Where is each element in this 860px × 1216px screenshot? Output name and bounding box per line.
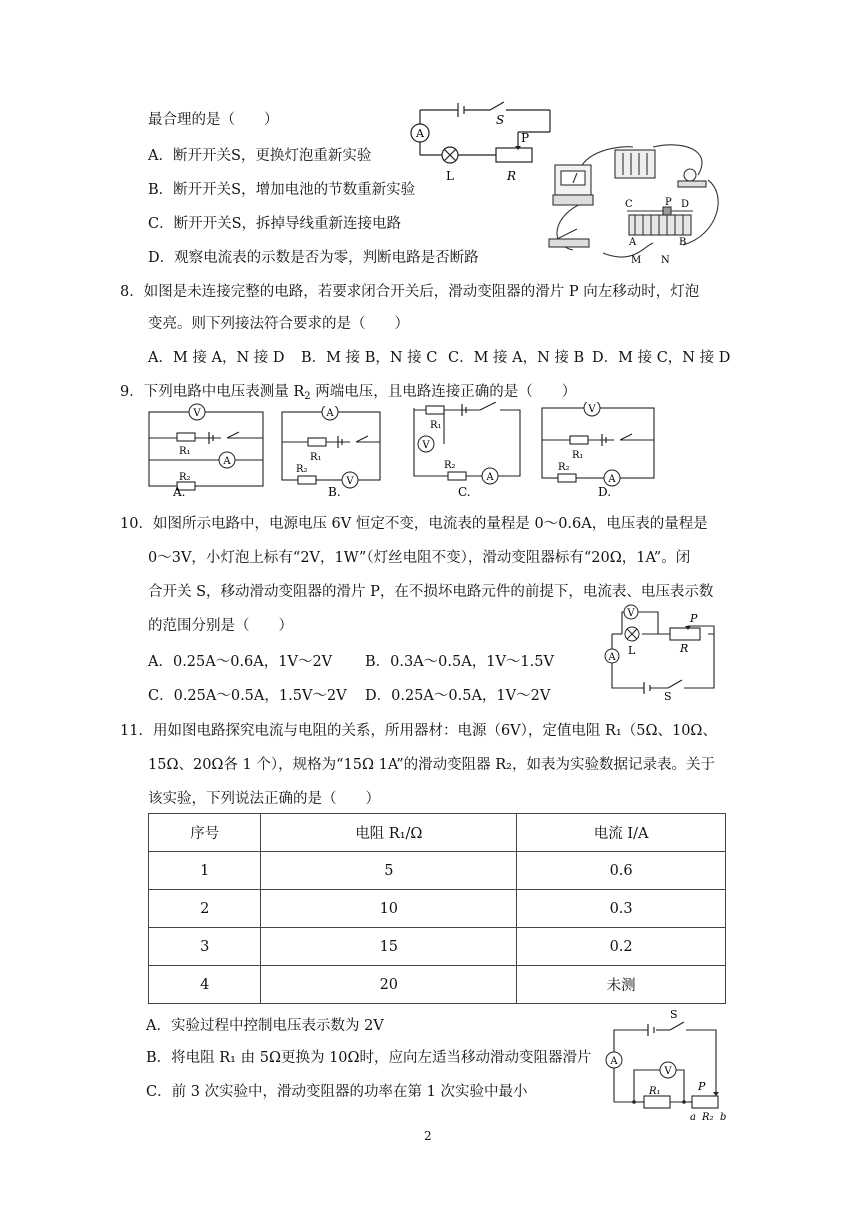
wire-m: M [631,255,642,266]
table-cell: 未测 [517,966,726,1004]
q9-circuit-b [276,406,388,498]
table-cell: 10 [261,890,517,928]
r2-label: R₂ [444,460,456,471]
q8-stem-line1: 8．如图是未连接完整的电路，若要求闭合开关后，滑动变阻器的滑片 P 向左移动时，灯泡 [120,284,700,300]
q10-stem-line3: 合开关 S，移动滑动变阻器的滑片 P，在不损坏电路元件的前提下，电流表、电压表示数 [148,584,714,600]
q9-circuit-a [143,402,271,498]
slider-label: P [698,1080,706,1093]
table-cell: 20 [261,966,517,1004]
table-cell: 0.2 [517,928,726,966]
r2-label: R₂ [296,464,308,475]
wire-n: N [661,255,670,266]
q7-option-b: B．断开开关S，增加电池的节数重新实验 [148,182,416,198]
terminal-a-label: a [690,1112,696,1123]
table-row [149,852,726,890]
q11-stem-line2: 15Ω、20Ω各 1 个），规格为“15Ω 1A”的滑动变阻器 R₂，如表为实验数据记录表。关于 [148,757,715,773]
voltmeter-symbol: V [664,1066,672,1077]
ammeter-symbol: A [326,408,334,419]
q10-option-b: B．0.3A～0.5A，1V～1.5V [365,654,554,670]
q11-circuit-diagram [600,1006,728,1124]
r1-label: R₁ [649,1086,661,1097]
q11-stem-line1: 11．用如图电路探究电流与电阻的关系，所用器材：电源（6V），定值电阻 R₁（5Ω、10Ω、 [120,723,717,739]
voltmeter-symbol: V [193,408,201,419]
q9-option-d: D. [598,485,612,498]
lamp-label: L [628,644,636,657]
table-cell: 1 [149,852,261,890]
table-row [149,966,726,1004]
table-row [149,928,726,966]
r1-label: R₁ [310,452,322,463]
q11-data-table [148,813,726,1004]
switch-label: S [670,1008,678,1021]
q7-option-a: A．断开开关S，更换灯泡重新实验 [148,148,372,164]
terminal-a: A [629,237,637,248]
slider-label: P [521,131,530,145]
table-cell: 2 [149,890,261,928]
q11-stem-line3: 该实验，下列说法正确的是（ ） [148,791,380,807]
rheostat-label: R [680,642,689,655]
q9-option-b: B. [328,485,341,498]
slider-label: P [690,612,698,625]
q8-option-a: A．M 接 A，N 接 D [148,350,285,366]
q9-stem: 9．下列电路中电压表测量 $R_2$ 两端电压，且电路连接正确的是（ ） [120,384,577,402]
q7-circuit-diagram [400,96,560,188]
table-header: 序号 [149,814,261,852]
q8-option-b: B．M 接 B，N 接 C [301,350,438,366]
ammeter-symbol: A [223,456,231,467]
r1-label: R₁ [179,446,191,457]
q9-option-a: A. [173,485,186,498]
q7-stem-tail: 最合理的是（ ） [148,112,279,128]
q9-circuit-c [408,402,528,498]
lamp-label: L [446,169,454,183]
r2-label: R₂ [558,462,570,473]
q11-option-a: A．实验过程中控制电压表示数为 2V [146,1018,384,1034]
switch-lever [490,102,504,110]
switch-label: S [664,690,672,700]
table-row [149,890,726,928]
q10-stem-line2: 0～3V，小灯泡上标有“2V，1W”（灯丝电阻不变），滑动变阻器标有“20Ω，1A”。闭 [148,550,691,566]
q10-circuit-diagram [598,598,726,700]
voltmeter-symbol: V [627,608,635,619]
q10-stem-line1: 10．如图所示电路中，电源电压 6V 恒定不变，电流表的量程是 0～0.6A，电压表的量程是 [120,516,708,532]
r2-label: R₂ [179,472,191,483]
r1-label: R₁ [572,450,584,461]
q7-option-d: D．观察电流表的示数是否为零，判断电路是否断路 [148,250,479,266]
q9-circuit-d [536,402,664,498]
table-header-row [149,814,726,852]
q10-option-d: D．0.25A～0.5A，1V～2V [365,688,551,704]
q8-stem-line2: 变亮。则下列接法符合要求的是（ ） [148,316,409,332]
table-cell: 3 [149,928,261,966]
ammeter-symbol: A [608,474,616,485]
terminal-c: C [625,199,633,210]
ammeter-symbol: A [608,652,616,663]
q11-option-c: C．前 3 次实验中，滑动变阻器的功率在第 1 次实验中最小 [146,1084,528,1100]
q10-option-c: C．0.25A～0.5A，1.5V～2V [148,688,347,704]
ammeter-symbol: A [416,127,424,140]
ammeter-symbol: A [486,472,494,483]
table-cell: 0.3 [517,890,726,928]
r2-label: R₂ [702,1112,714,1123]
terminal-p: P [665,197,672,208]
table-header: 电流 I/A [517,814,726,852]
switch-label: S [496,113,505,127]
q10-stem-line4: 的范围分别是（ ） [148,618,293,634]
ammeter-symbol: A [610,1056,618,1067]
voltmeter-symbol: V [588,404,596,415]
table-cell: 4 [149,966,261,1004]
q7-option-c: C．断开开关S，拆掉导线重新连接电路 [148,216,402,232]
r1-label: R₁ [430,420,442,431]
q11-option-b: B．将电阻 R₁ 由 5Ω更换为 10Ω时，应向左适当移动滑动变阻器滑片 [146,1050,592,1066]
terminal-d: D [681,199,690,210]
voltmeter-symbol: V [346,476,354,487]
rheostat-label: R [507,169,517,183]
table-cell: 15 [261,928,517,966]
terminal-b: B [679,237,687,248]
page-number: 2 [424,1129,432,1143]
q8-apparatus-picture [543,135,743,267]
table-header: 电阻 R₁/Ω [261,814,517,852]
table-cell: 5 [261,852,517,890]
voltmeter-symbol: V [422,440,430,451]
q9-option-c: C. [458,485,471,498]
q8-option-c: C．M 接 A，N 接 B [448,350,585,366]
q8-option-d: D．M 接 C，N 接 D [592,350,731,366]
terminal-b-label: b [720,1112,727,1123]
q10-option-a: A．0.25A～0.6A，1V～2V [148,654,333,670]
table-cell: 0.6 [517,852,726,890]
